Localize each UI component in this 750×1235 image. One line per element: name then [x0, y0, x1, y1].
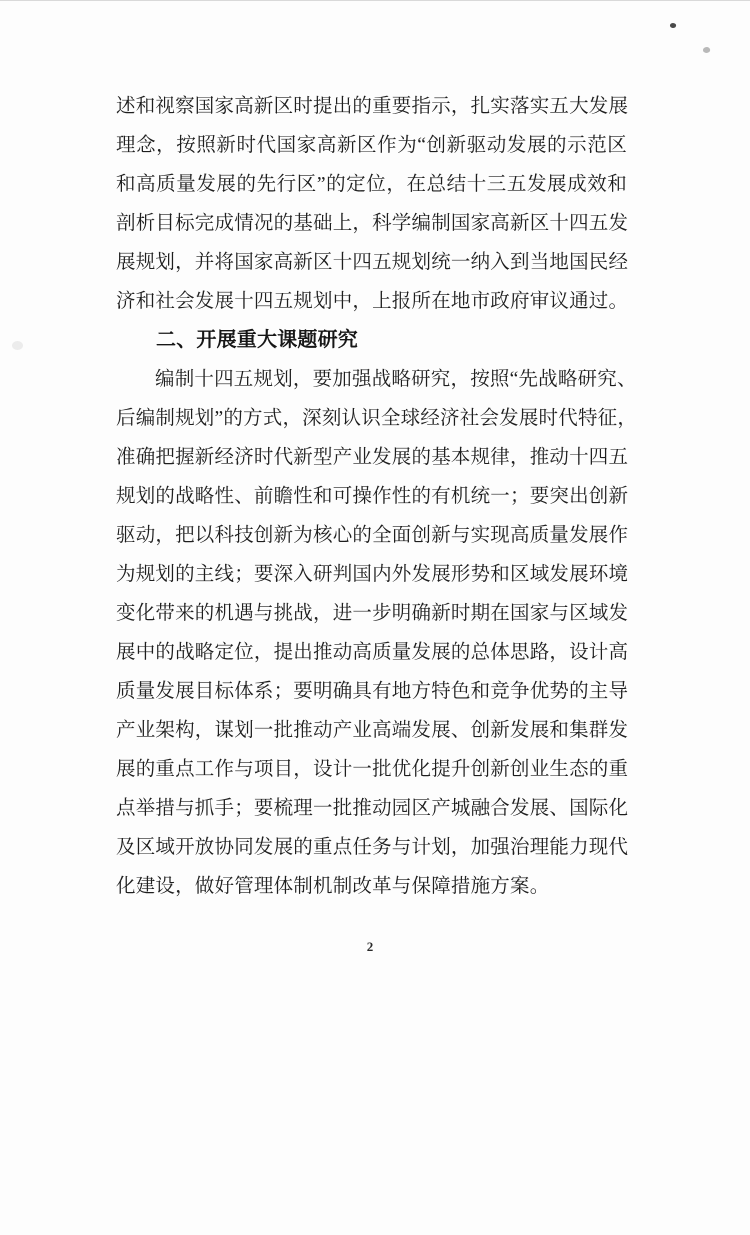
scan-speck	[12, 341, 23, 350]
text-line: 述和视察国家高新区时提出的重要指示，扎实落实五大发展	[116, 96, 629, 117]
text-line: 变化带来的机遇与挑战，进一步明确新时期在国家与区域发	[116, 603, 629, 624]
text-line: 及区域开放协同发展的重点任务与计划，加强治理能力现代	[116, 837, 629, 858]
scan-speck	[669, 22, 676, 29]
text-line: 编制十四五规划，要加强战略研究，按照“先战略研究、	[155, 369, 637, 390]
text-line: 济和社会发展十四五规划中，上报所在地市政府审议通过。	[116, 291, 629, 312]
text-line: 驱动，把以科技创新为核心的全面创新与实现高质量发展作	[116, 525, 629, 546]
text-line: 展的重点工作与项目，设计一批优化提升创新创业生态的重	[116, 759, 629, 780]
text-line: 规划的战略性、前瞻性和可操作性的有机统一；要突出创新	[116, 486, 629, 507]
text-line: 后编制规划”的方式，深刻认识全球经济社会发展时代特征，	[116, 408, 638, 429]
page-number: 2	[366, 939, 374, 954]
text-line: 化建设，做好管理体制机制改革与保障措施方案。	[116, 876, 550, 897]
text-line: 点举措与抓手；要梳理一批推动园区产城融合发展、国际化	[116, 798, 629, 819]
text-line: 展规划，并将国家高新区十四五规划统一纳入到当地国民经	[116, 252, 629, 273]
scan-speck	[702, 46, 711, 54]
text-line: 展中的战略定位，提出推动高质量发展的总体思路，设计高	[116, 642, 629, 663]
text-line: 质量发展目标体系；要明确具有地方特色和竞争优势的主导	[116, 681, 629, 702]
section-heading: 二、开展重大课题研究	[156, 329, 358, 351]
text-line: 和高质量发展的先行区”的定位，在总结十三五发展成效和	[116, 174, 627, 195]
text-line: 理念，按照新时代国家高新区作为“创新驱动发展的示范区	[116, 135, 627, 156]
text-line: 剖析目标完成情况的基础上，科学编制国家高新区十四五发	[116, 213, 629, 234]
text-line: 准确把握新经济时代新型产业发展的基本规律，推动十四五	[116, 447, 629, 468]
document-body	[116, 87, 638, 906]
text-line: 产业架构，谋划一批推动产业高端发展、创新发展和集群发	[116, 720, 629, 741]
text-line: 为规划的主线；要深入研判国内外发展形势和区域发展环境	[116, 564, 629, 585]
